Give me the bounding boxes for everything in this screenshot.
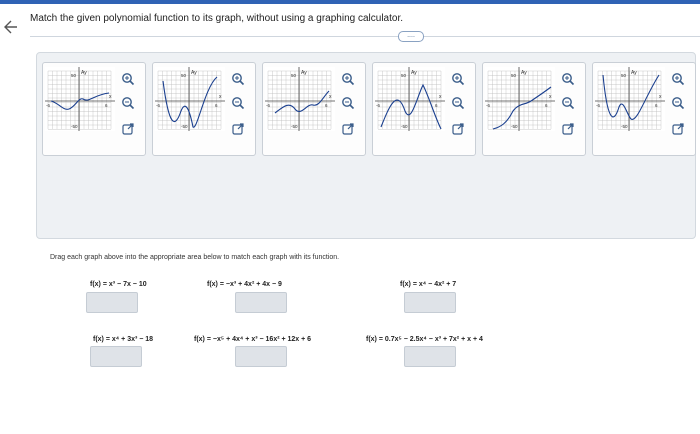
- x-axis-label: x: [109, 94, 112, 100]
- x-min-label: -6: [376, 103, 381, 108]
- drop-zone[interactable]: [235, 346, 287, 367]
- graph-thumbnail: [155, 67, 225, 131]
- x-min-label: -6: [46, 103, 51, 108]
- x-min-label: -6: [266, 103, 271, 108]
- expand-icon[interactable]: [671, 122, 685, 136]
- x-max-label: 6: [545, 103, 548, 108]
- function-label: f(x) = x³ − 7x − 10: [90, 281, 147, 288]
- expand-icon[interactable]: [451, 122, 465, 136]
- function-label: f(x) = x⁴ + 3x³ − 18: [93, 336, 154, 343]
- drop-zone[interactable]: [90, 346, 142, 367]
- more-options-button[interactable]: ....: [398, 31, 424, 42]
- zoom-in-icon[interactable]: [341, 72, 355, 86]
- y-axis-label: Ay: [411, 70, 417, 76]
- zoom-out-icon[interactable]: [561, 96, 575, 110]
- y-min-label: -50: [181, 124, 188, 129]
- zoom-out-icon[interactable]: [671, 96, 685, 110]
- graph-card[interactable]: [482, 62, 586, 156]
- drop-zone[interactable]: [404, 346, 456, 367]
- x-axis-label: x: [659, 94, 662, 100]
- drop-zone[interactable]: [404, 292, 456, 313]
- y-axis-label: Ay: [521, 70, 527, 76]
- zoom-out-icon[interactable]: [341, 96, 355, 110]
- expand-icon[interactable]: [121, 122, 135, 136]
- graph-thumbnail: [375, 67, 445, 131]
- expand-icon[interactable]: [341, 122, 355, 136]
- graph-thumbnail: [45, 67, 115, 131]
- y-min-label: -50: [511, 124, 518, 129]
- x-max-label: 6: [215, 103, 218, 108]
- function-label: f(x) = 0.7x⁵ − 2.5x⁴ − x³ + 7x² + x + 4: [366, 336, 483, 343]
- zoom-in-icon[interactable]: [561, 72, 575, 86]
- x-max-label: 6: [105, 103, 108, 108]
- back-arrow-icon[interactable]: [3, 18, 21, 36]
- y-axis-label: Ay: [631, 70, 637, 76]
- zoom-out-icon[interactable]: [451, 96, 465, 110]
- graph-thumbnail: [595, 67, 665, 131]
- zoom-in-icon[interactable]: [121, 72, 135, 86]
- zoom-in-icon[interactable]: [451, 72, 465, 86]
- graph-card[interactable]: [152, 62, 256, 156]
- y-tick-label: 50: [291, 73, 297, 78]
- y-tick-label: 50: [621, 73, 627, 78]
- y-tick-label: 50: [71, 73, 77, 78]
- y-tick-label: 50: [181, 73, 187, 78]
- header-divider: [30, 36, 700, 37]
- function-label: f(x) = −x⁵ + 4x⁴ + x³ − 16x² + 12x + 6: [194, 336, 312, 343]
- x-axis-label: x: [219, 94, 222, 100]
- y-min-label: -50: [291, 124, 298, 129]
- y-axis-label: Ay: [81, 70, 87, 76]
- x-min-label: -6: [596, 103, 601, 108]
- x-max-label: 6: [435, 103, 438, 108]
- zoom-in-icon[interactable]: [671, 72, 685, 86]
- y-tick-label: 50: [511, 73, 517, 78]
- x-min-label: -6: [486, 103, 491, 108]
- function-label: f(x) = −x³ + 4x² + 4x − 9: [207, 281, 282, 288]
- y-min-label: -50: [71, 124, 78, 129]
- function-label: f(x) = x⁴ − 4x² + 7: [400, 281, 457, 288]
- drop-zone[interactable]: [86, 292, 138, 313]
- x-axis-label: x: [329, 94, 332, 100]
- y-tick-label: 50: [401, 73, 407, 78]
- drop-zone[interactable]: [235, 292, 287, 313]
- y-min-label: -50: [621, 124, 628, 129]
- graph-card[interactable]: [372, 62, 476, 156]
- y-axis-label: Ay: [191, 70, 197, 76]
- zoom-in-icon[interactable]: [231, 72, 245, 86]
- y-axis-label: Ay: [301, 70, 307, 76]
- zoom-out-icon[interactable]: [231, 96, 245, 110]
- x-max-label: 6: [655, 103, 658, 108]
- y-min-label: -50: [401, 124, 408, 129]
- x-max-label: 6: [325, 103, 328, 108]
- graph-thumbnail: [485, 67, 555, 131]
- top-accent-bar: [0, 0, 700, 4]
- zoom-out-icon[interactable]: [121, 96, 135, 110]
- graph-card[interactable]: [42, 62, 146, 156]
- x-min-label: -6: [156, 103, 161, 108]
- x-axis-label: x: [549, 94, 552, 100]
- expand-icon[interactable]: [561, 122, 575, 136]
- graph-thumbnail: [265, 67, 335, 131]
- expand-icon[interactable]: [231, 122, 245, 136]
- graph-card[interactable]: [592, 62, 696, 156]
- graph-card[interactable]: [262, 62, 366, 156]
- x-axis-label: x: [439, 94, 442, 100]
- instructions-text: Drag each graph above into the appropriate area below to match each graph with its function.: [50, 254, 340, 261]
- question-text: Match the given polynomial function to its graph, without using a graphing calculator.: [30, 13, 403, 24]
